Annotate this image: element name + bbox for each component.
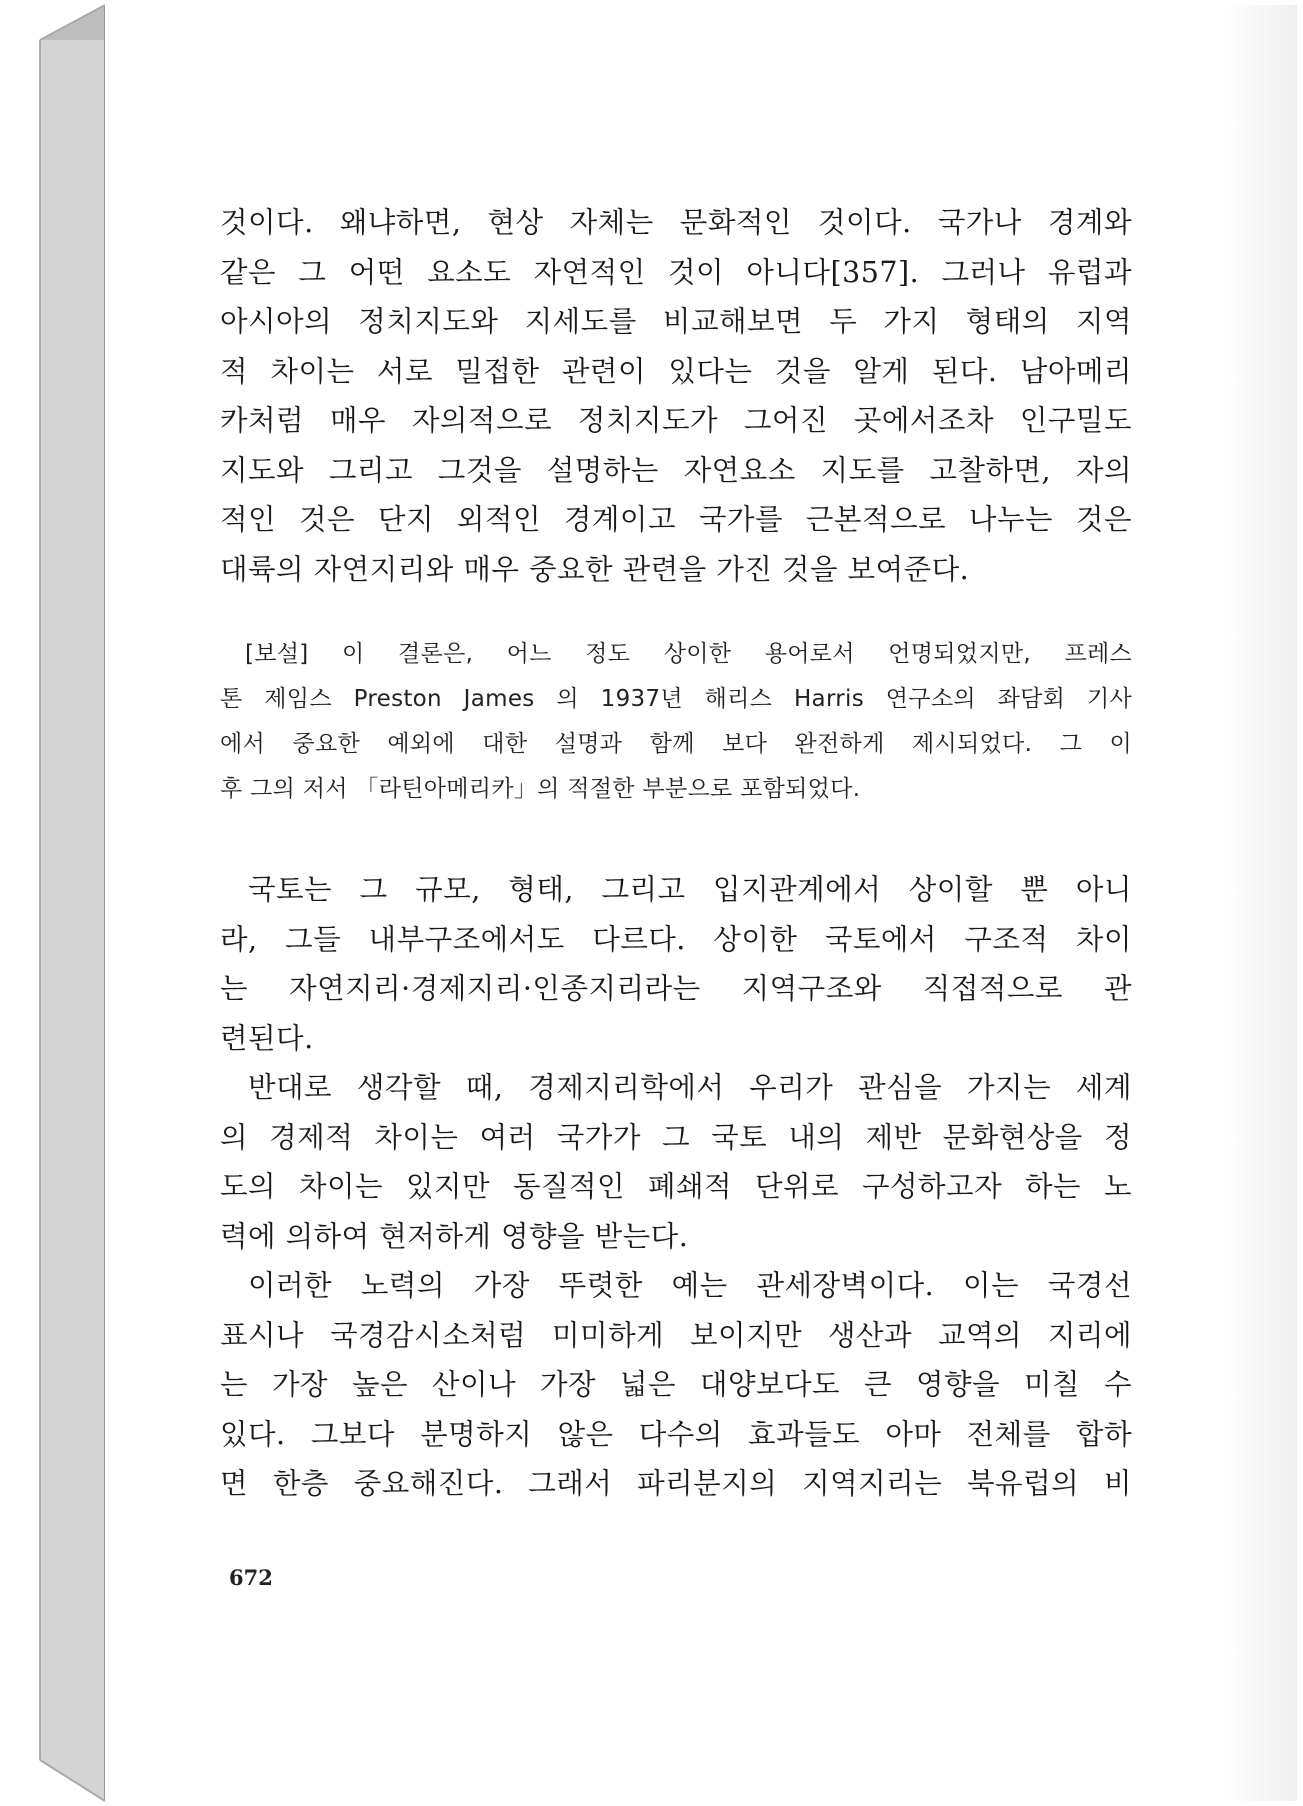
text-line: 국토는 그 규모, 형태, 그리고 입지관계에서 상이할 뿐 아니 [248,873,1132,906]
note-line: 후 그의 저서 「라틴아메리카」의 적절한 부분으로 포함되었다. [220,776,861,802]
text-line: 도의 차이는 있지만 동질적인 폐쇄적 단위로 구성하고자 하는 노 [220,1170,1132,1203]
text-line: 있다. 그보다 분명하지 않은 다수의 효과들도 아마 전체를 합하 [220,1417,1132,1451]
text-line: 력에 의하여 현저하게 영향을 받는다. [220,1219,689,1253]
text-line: 것이다. 왜냐하면, 현상 자체는 문화적인 것이다. 국가나 경계와 [220,206,1132,239]
paragraph-3 [220,1063,1132,1261]
text-line: 대륙의 자연지리와 매우 중요한 관련을 가진 것을 보여준다. [220,552,970,586]
book-page [105,5,1297,1801]
text-line: 지도와 그리고 그것을 설명하는 자연요소 지도를 고찰하면, 자의 [220,453,1132,487]
text-line: 반대로 생각할 때, 경제지리학에서 우리가 관심을 가지는 세계 [248,1071,1132,1104]
text-line: 표시나 국경감시소처럼 미미하게 보이지만 생산과 교역의 지리에 [220,1318,1132,1352]
text-line: 적 차이는 서로 밀접한 관련이 있다는 것을 알게 된다. 남아메리 [220,354,1132,388]
text-line: 는 가장 높은 산이나 가장 넓은 대양보다도 큰 영향을 미칠 수 [220,1368,1132,1401]
note-line: [보설] 이 결론은, 어느 정도 상이한 용어로서 언명되었지만, 프레스 [245,641,1132,667]
note-line: 톤 제임스 Preston James 의 1937년 해리스 Harris 연구소의 좌담회 기사 [220,686,1132,712]
text-line: 아시아의 정치지도와 지세도를 비교해보면 두 가지 형태의 지역 [220,305,1132,338]
text-line: 라, 그들 내부구조에서도 다르다. 상이한 국토에서 구조적 차이 [220,922,1132,956]
page-number: 672 [229,1565,273,1590]
paragraph-2 [220,865,1132,1063]
text-line: 련된다. [220,1021,314,1055]
note-line: 에서 중요한 예외에 대한 설명과 함께 보다 완전하게 제시되었다. 그 이 [220,731,1132,757]
text-line: 는 자연지리·경제지리·인종지리라는 지역구조와 직접적으로 관 [220,972,1132,1005]
text-line: 이러한 노력의 가장 뚜렷한 예는 관세장벽이다. 이는 국경선 [248,1269,1132,1302]
text-line: 적인 것은 단지 외적인 경계이고 국가를 근본적으로 나누는 것은 [220,503,1132,536]
text-line: 의 경제적 차이는 여러 국가가 그 국토 내의 제반 문화현상을 정 [220,1120,1132,1154]
page-edge-shadow [1227,5,1297,1801]
paragraph-1 [220,198,1132,594]
text-line: 카처럼 매우 자의적으로 정치지도가 그어진 곳에서조차 인구밀도 [220,404,1132,437]
paragraph-4 [220,1261,1132,1509]
text-line: 같은 그 어떤 요소도 자연적인 것이 아니다[357]. 그러나 유럽과 [220,255,1132,289]
text-line: 면 한층 중요해진다. 그래서 파리분지의 지역지리는 북유럽의 비 [220,1467,1132,1500]
note-block [220,632,1132,812]
